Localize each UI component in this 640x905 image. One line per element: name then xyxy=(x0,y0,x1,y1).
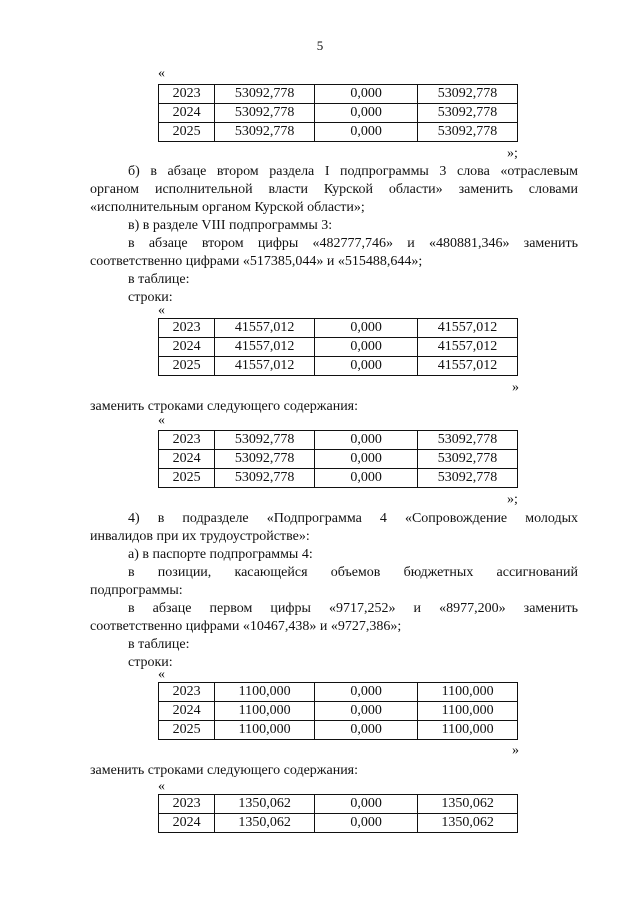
paragraph-line: в) в разделе VIII подпрограммы 3: xyxy=(128,218,333,233)
value-cell: 0,000 xyxy=(315,104,418,123)
quote-open: « xyxy=(158,66,165,81)
value-cell: 1350,062 xyxy=(418,814,518,833)
value-cell: 53092,778 xyxy=(418,85,518,104)
table-row xyxy=(159,450,518,469)
year-cell: 2025 xyxy=(159,721,215,740)
paragraph-line: 4) в подразделе «Подпрограмма 4 «Сопровождение молодых xyxy=(128,511,578,526)
value-cell: 1100,000 xyxy=(418,702,518,721)
value-cell: 53092,778 xyxy=(418,123,518,142)
value-cell: 41557,012 xyxy=(215,338,315,357)
paragraph-line: строки: xyxy=(128,655,173,670)
data-table-3 xyxy=(158,430,518,488)
value-cell: 53092,778 xyxy=(215,123,315,142)
quote-close: »; xyxy=(507,492,518,507)
paragraph-line: «исполнительным органом Курской области»; xyxy=(90,200,365,215)
value-cell: 0,000 xyxy=(315,357,418,376)
value-cell: 0,000 xyxy=(315,338,418,357)
value-cell: 1100,000 xyxy=(215,702,315,721)
year-cell: 2023 xyxy=(159,795,215,814)
value-cell: 53092,778 xyxy=(418,469,518,488)
value-cell: 53092,778 xyxy=(418,431,518,450)
paragraph-line: в таблице: xyxy=(128,272,190,287)
table-row xyxy=(159,123,518,142)
value-cell: 53092,778 xyxy=(215,104,315,123)
year-cell: 2023 xyxy=(159,319,215,338)
paragraph-line: соответственно цифрами «10467,438» и «9727,386»; xyxy=(90,619,402,634)
value-cell: 0,000 xyxy=(315,721,418,740)
paragraph-line: соответственно цифрами «517385,044» и «515488,644»; xyxy=(90,254,423,269)
value-cell: 0,000 xyxy=(315,85,418,104)
table-row xyxy=(159,104,518,123)
paragraph-line: инвалидов при их трудоустройстве»: xyxy=(90,529,310,544)
value-cell: 41557,012 xyxy=(418,338,518,357)
year-cell: 2025 xyxy=(159,123,215,142)
table-row xyxy=(159,814,518,833)
value-cell: 1350,062 xyxy=(215,795,315,814)
year-cell: 2023 xyxy=(159,85,215,104)
quote-close: »; xyxy=(507,146,518,161)
quote-open: « xyxy=(158,779,165,794)
value-cell: 1350,062 xyxy=(215,814,315,833)
table-row xyxy=(159,357,518,376)
value-cell: 41557,012 xyxy=(215,319,315,338)
value-cell: 0,000 xyxy=(315,319,418,338)
value-cell: 53092,778 xyxy=(215,85,315,104)
table-row xyxy=(159,721,518,740)
year-cell: 2024 xyxy=(159,338,215,357)
quote-open: « xyxy=(158,303,165,318)
value-cell: 41557,012 xyxy=(418,319,518,338)
paragraph-line: а) в паспорте подпрограммы 4: xyxy=(128,547,313,562)
paragraph-line: в абзаце втором цифры «482777,746» и «480881,346» заменить xyxy=(128,236,578,251)
table-row xyxy=(159,702,518,721)
value-cell: 41557,012 xyxy=(215,357,315,376)
value-cell: 53092,778 xyxy=(215,450,315,469)
value-cell: 53092,778 xyxy=(215,431,315,450)
value-cell: 0,000 xyxy=(315,702,418,721)
quote-close: » xyxy=(512,380,519,395)
value-cell: 0,000 xyxy=(315,814,418,833)
data-table-2 xyxy=(158,318,518,376)
quote-open: « xyxy=(158,413,165,428)
paragraph-line: в таблице: xyxy=(128,637,190,652)
paragraph-line: в позиции, касающейся объемов бюджетных ассигнований xyxy=(128,565,578,580)
value-cell: 0,000 xyxy=(315,469,418,488)
year-cell: 2023 xyxy=(159,431,215,450)
year-cell: 2025 xyxy=(159,469,215,488)
value-cell: 53092,778 xyxy=(418,450,518,469)
value-cell: 1100,000 xyxy=(215,683,315,702)
table-row xyxy=(159,683,518,702)
value-cell: 0,000 xyxy=(315,683,418,702)
value-cell: 0,000 xyxy=(315,431,418,450)
year-cell: 2024 xyxy=(159,814,215,833)
value-cell: 0,000 xyxy=(315,450,418,469)
year-cell: 2024 xyxy=(159,702,215,721)
value-cell: 53092,778 xyxy=(418,104,518,123)
data-table-5 xyxy=(158,794,518,833)
value-cell: 1100,000 xyxy=(418,683,518,702)
value-cell: 41557,012 xyxy=(418,357,518,376)
paragraph-line: заменить строками следующего содержания: xyxy=(90,763,359,778)
paragraph-line: подпрограммы: xyxy=(90,583,183,598)
value-cell: 1350,062 xyxy=(418,795,518,814)
paragraph-line: б) в абзаце втором раздела I подпрограммы 3 слова «отраслевым xyxy=(128,164,578,179)
table-row xyxy=(159,431,518,450)
paragraph-line: строки: xyxy=(128,290,173,305)
table-row xyxy=(159,319,518,338)
year-cell: 2023 xyxy=(159,683,215,702)
year-cell: 2024 xyxy=(159,450,215,469)
table-row xyxy=(159,795,518,814)
value-cell: 53092,778 xyxy=(215,469,315,488)
table-row xyxy=(159,469,518,488)
data-table-1 xyxy=(158,84,518,142)
data-table-4 xyxy=(158,682,518,740)
value-cell: 0,000 xyxy=(315,123,418,142)
value-cell: 0,000 xyxy=(315,795,418,814)
year-cell: 2025 xyxy=(159,357,215,376)
paragraph-line: заменить строками следующего содержания: xyxy=(90,399,359,414)
quote-close: » xyxy=(512,743,519,758)
year-cell: 2024 xyxy=(159,104,215,123)
table-row xyxy=(159,338,518,357)
value-cell: 1100,000 xyxy=(418,721,518,740)
value-cell: 1100,000 xyxy=(215,721,315,740)
paragraph-line: органом исполнительной власти Курской области» заменить словами xyxy=(90,182,578,197)
paragraph-line: в абзаце первом цифры «9717,252» и «8977,200» заменить xyxy=(128,601,578,616)
quote-open: « xyxy=(158,667,165,682)
page-number: 5 xyxy=(316,38,324,53)
table-row xyxy=(159,85,518,104)
